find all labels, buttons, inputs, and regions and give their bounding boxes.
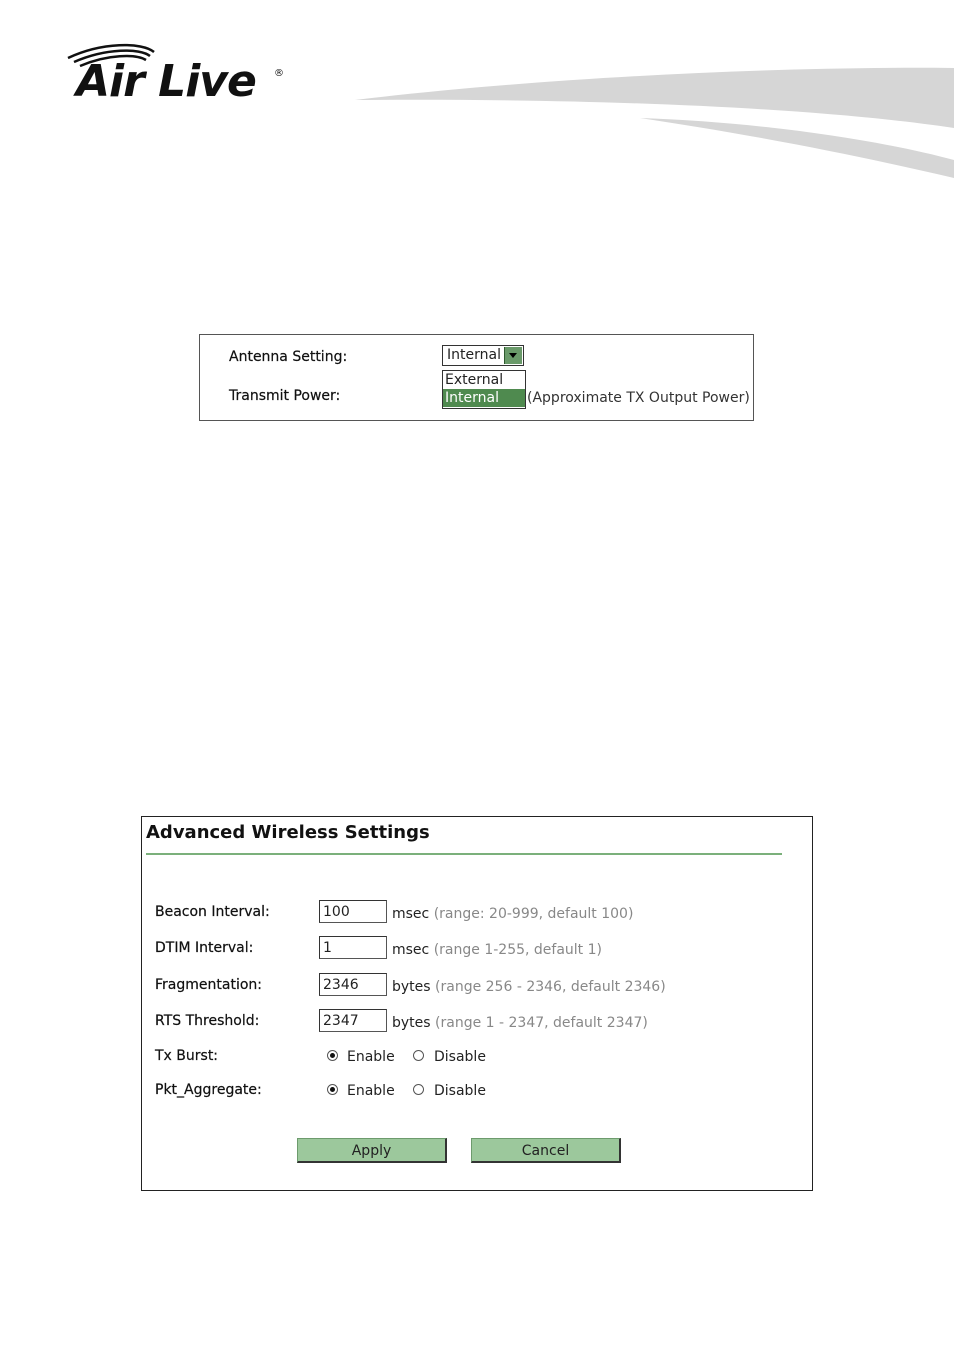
- chevron-down-icon[interactable]: [504, 347, 522, 364]
- antenna-select[interactable]: [442, 345, 524, 366]
- beacon-range: (range: 20-999, default 100): [433, 906, 634, 922]
- antenna-setting-label: Antenna Setting:: [229, 349, 348, 365]
- dtim-unit: msec: [392, 942, 430, 958]
- rts-unit: bytes: [392, 1015, 431, 1031]
- fragmentation-hint: [392, 979, 666, 995]
- beacon-interval-input[interactable]: [319, 900, 387, 923]
- tx-burst-disable-label: Disable: [434, 1049, 486, 1065]
- tx-burst-enable-label: Enable: [347, 1049, 395, 1065]
- fragmentation-label: Fragmentation:: [155, 977, 262, 993]
- antenna-settings-panel: [199, 334, 754, 421]
- tx-burst-enable-radio[interactable]: [327, 1050, 338, 1061]
- antenna-dropdown-list: [442, 370, 526, 409]
- logo-text: Air Live: [76, 56, 256, 107]
- frag-unit: bytes: [392, 979, 431, 995]
- dtim-interval-label: DTIM Interval:: [155, 940, 254, 956]
- apply-button[interactable]: Apply: [297, 1138, 447, 1163]
- rts-threshold-input[interactable]: [319, 1009, 387, 1032]
- dtim-range: (range 1-255, default 1): [433, 942, 602, 958]
- cancel-button[interactable]: Cancel: [471, 1138, 621, 1163]
- rts-range: (range 1 - 2347, default 2347): [435, 1015, 648, 1031]
- tx-burst-label: Tx Burst:: [155, 1048, 219, 1064]
- dtim-interval-input[interactable]: [319, 936, 387, 959]
- advanced-wireless-settings-panel: [141, 816, 813, 1191]
- frag-range: (range 256 - 2346, default 2346): [435, 979, 666, 995]
- beacon-unit: msec: [392, 906, 430, 922]
- tx-burst-disable-radio[interactable]: [413, 1050, 424, 1061]
- page-title: Advanced Wireless Settings: [146, 822, 430, 843]
- transmit-power-note: (Approximate TX Output Power): [527, 390, 750, 406]
- dtim-interval-hint: [392, 942, 602, 958]
- rts-threshold-hint: [392, 1015, 648, 1031]
- fragmentation-input[interactable]: [319, 973, 387, 996]
- logo-registered-mark: ®: [274, 68, 284, 79]
- title-divider: [146, 853, 782, 855]
- antenna-select-value: Internal: [447, 347, 501, 363]
- airlive-logo: [62, 40, 292, 110]
- pkt-aggregate-disable-radio[interactable]: [413, 1084, 424, 1095]
- beacon-interval-hint: [392, 906, 633, 922]
- pkt-aggregate-enable-label: Enable: [347, 1083, 395, 1099]
- rts-threshold-label: RTS Threshold:: [155, 1013, 260, 1029]
- transmit-power-label: Transmit Power:: [229, 388, 341, 404]
- pkt-aggregate-label: Pkt_Aggregate:: [155, 1082, 262, 1098]
- pkt-aggregate-disable-label: Disable: [434, 1083, 486, 1099]
- antenna-option-internal[interactable]: Internal: [443, 389, 525, 407]
- pkt-aggregate-enable-radio[interactable]: [327, 1084, 338, 1095]
- beacon-interval-label: Beacon Interval:: [155, 904, 270, 920]
- antenna-option-external[interactable]: External: [445, 372, 504, 388]
